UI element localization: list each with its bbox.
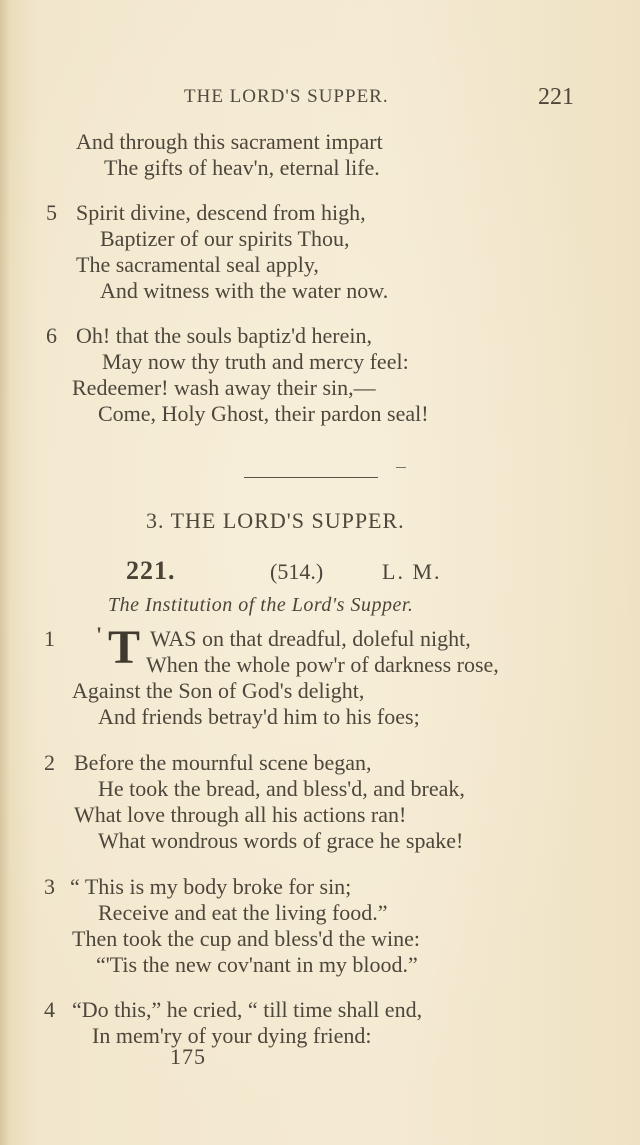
hymn-number: 221. <box>126 556 176 585</box>
verse3-line-1: “ This is my body broke for sin; <box>70 874 352 899</box>
dropcap-apostrophe: ' <box>96 622 103 647</box>
continuation-line-1: And through this sacrament impart <box>76 129 383 154</box>
verse-number-1: 1 <box>44 626 55 651</box>
verse5-line-2: Baptizer of our spirits Thou, <box>100 226 350 251</box>
dropcap-letter: T <box>108 621 141 674</box>
verse6-line-2: May now thy truth and mercy feel: <box>102 349 409 374</box>
hymn-subtitle: The Institution of the Lord's Supper. <box>108 594 414 616</box>
verse3-line-4: “'Tis the new cov'nant in my blood.” <box>96 952 418 977</box>
verse1-line-3: Against the Son of God's delight, <box>72 678 365 703</box>
hymn-meter: L. M. <box>382 559 442 584</box>
verse2-line-2: He took the bread, and bless'd, and break, <box>98 776 465 801</box>
running-title: THE LORD'S SUPPER. <box>184 86 389 107</box>
page-number: 221 <box>538 84 574 110</box>
verse-number-6: 6 <box>46 323 57 348</box>
verse5-line-1: Spirit divine, descend from high, <box>76 200 366 225</box>
divider-mark <box>396 467 406 468</box>
page-edge-shadow <box>0 0 10 1145</box>
verse-number-5: 5 <box>46 200 57 225</box>
section-title: 3. THE LORD'S SUPPER. <box>146 508 405 533</box>
verse3-line-2: Receive and eat the living food.” <box>98 900 388 925</box>
verse4-line-2: In mem'ry of your dying friend: <box>92 1023 372 1048</box>
verse5-line-4: And witness with the water now. <box>100 278 389 303</box>
verse5-line-3: The sacramental seal apply, <box>76 252 319 277</box>
verse6-line-3: Redeemer! wash away their sin,— <box>72 375 376 400</box>
verse3-line-3: Then took the cup and bless'd the wine: <box>72 926 420 951</box>
tune-reference: (514.) <box>270 559 324 584</box>
verse-number-3: 3 <box>44 874 55 899</box>
continuation-line-2: The gifts of heav'n, eternal life. <box>104 155 380 180</box>
verse1-line-2: When the whole pow'r of darkness rose, <box>146 652 499 677</box>
signature-mark: 175 <box>170 1044 206 1069</box>
verse6-line-4: Come, Holy Ghost, their pardon seal! <box>98 401 429 426</box>
section-divider <box>244 477 378 478</box>
verse1-line-4: And friends betray'd him to his foes; <box>98 704 420 729</box>
verse2-line-4: What wondrous words of grace he spake! <box>98 828 464 853</box>
verse1-line-1: WAS on that dreadful, doleful night, <box>150 626 471 651</box>
verse-number-2: 2 <box>44 750 55 775</box>
verse2-line-3: What love through all his actions ran! <box>74 802 407 827</box>
verse-number-4: 4 <box>44 997 55 1022</box>
verse4-line-1: “Do this,” he cried, “ till time shall end, <box>72 997 423 1022</box>
verse2-line-1: Before the mournful scene began, <box>74 750 372 775</box>
verse6-line-1: Oh! that the souls baptiz'd herein, <box>76 323 373 348</box>
